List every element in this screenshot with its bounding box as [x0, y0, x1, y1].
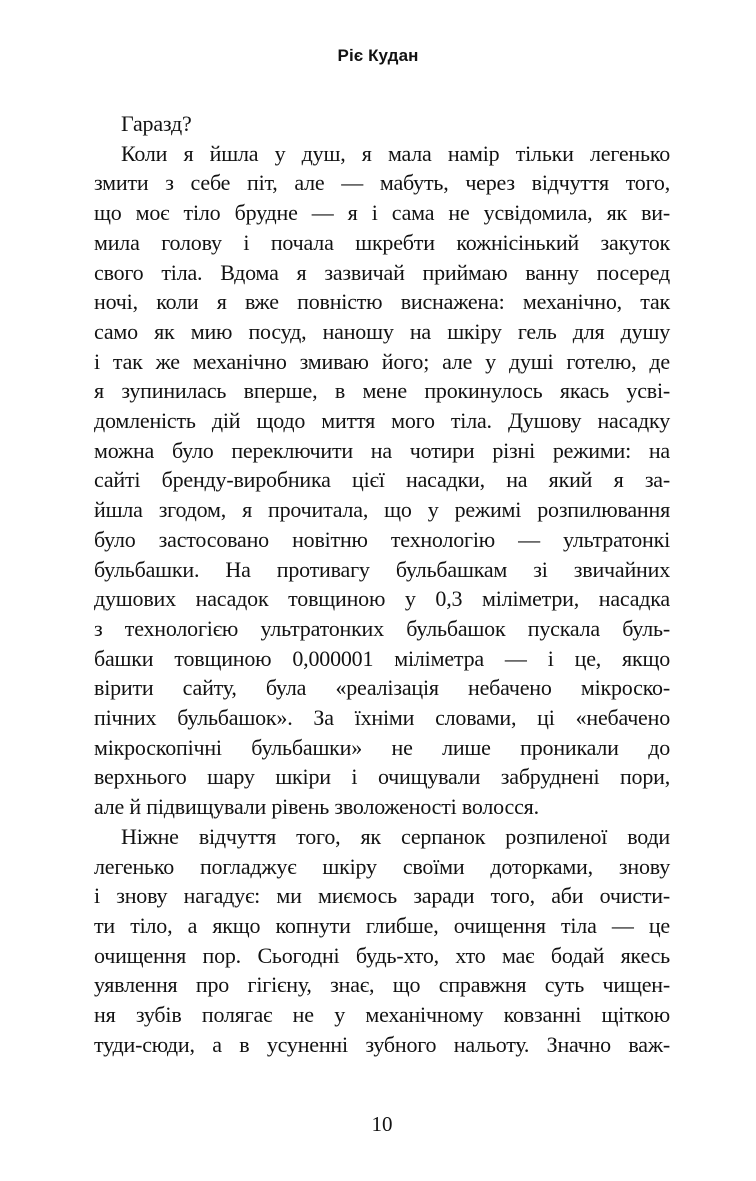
- text-line: туди-сюди, а в усуненні зубного нальоту. Значно важ-: [94, 1031, 670, 1057]
- text-line: домленість дій щодо миття мого тіла. Душову насадку: [94, 408, 670, 434]
- text-line: я зупинилась вперше, в мене прокинулось якась усві-: [94, 378, 670, 404]
- text-line: було застосовано новітню технологію — ультратонкі: [94, 526, 670, 552]
- body-text: [94, 109, 670, 1060]
- paragraph: [94, 822, 670, 1060]
- text-line: мікроскопічні бульбашки» не лише проникали до: [94, 734, 670, 760]
- paragraph: [94, 139, 670, 822]
- text-line: башки товщиною 0,000001 міліметра — і це, якщо: [94, 645, 670, 671]
- text-line: Ніжне відчуття того, як серпанок розпиленої води: [121, 823, 670, 849]
- text-line: уявлення про гігієну, знає, що справжня суть чищен-: [94, 972, 670, 998]
- text-line: але й підвищували рівень зволоженості волосся.: [94, 794, 539, 820]
- text-line: пічних бульбашок». За їхніми словами, ці «небачено: [94, 705, 670, 731]
- text-line: легенько погладжує шкіру своїми доторками, знову: [94, 853, 670, 879]
- text-line: ночі, коли я вже повністю виснажена: механічно, так: [94, 289, 670, 315]
- text-line: свого тіла. Вдома я зазвичай приймаю ванну посеред: [94, 259, 670, 285]
- text-line: з технологією ультратонких бульбашок пускала буль-: [94, 615, 670, 641]
- text-line: що моє тіло брудне — я і сама не усвідомила, як ви-: [94, 200, 670, 226]
- text-line: само як мию посуд, наношу на шкіру гель для душу: [94, 318, 670, 344]
- text-line: мила голову і почала шкребти кожнісінький закуток: [94, 229, 670, 255]
- running-header-author: Ріє Кудан: [337, 46, 419, 65]
- text-line: змити з себе піт, але — мабуть, через відчуття того,: [94, 170, 670, 196]
- text-line: можна було переключити на чотири різні режими: на: [94, 437, 670, 463]
- text-line: ти тіло, а якщо копнути глибше, очищення тіла — це: [94, 912, 670, 938]
- text-line: очищення пор. Сьогодні будь-хто, хто має бодай якесь: [94, 942, 670, 968]
- text-line: Гаразд?: [121, 111, 192, 136]
- page-number: 10: [371, 1112, 393, 1136]
- paragraph: [94, 109, 670, 139]
- text-line: душових насадок товщиною у 0,3 міліметри, насадка: [94, 586, 670, 612]
- text-line: ня зубів полягає не у механічному ковзанні щіткою: [94, 1002, 670, 1028]
- text-line: верхнього шару шкіри і очищували забруднені пори,: [94, 764, 670, 790]
- text-line: Коли я йшла у душ, я мала намір тільки легенько: [121, 140, 670, 166]
- text-line: сайті бренду-виробника цієї насадки, на який я за-: [94, 467, 670, 493]
- text-line: бульбашки. На противагу бульбашкам зі звичайних: [94, 556, 670, 582]
- text-line: вірити сайту, була «реалізація небачено мікроско-: [94, 675, 670, 701]
- text-line: і так же механічно змиваю його; але у душі готелю, де: [94, 348, 670, 374]
- text-line: йшла згодом, я прочитала, що у режимі розпилювання: [94, 497, 670, 523]
- text-line: і знову нагадує: ми миємось заради того, аби очисти-: [94, 883, 670, 909]
